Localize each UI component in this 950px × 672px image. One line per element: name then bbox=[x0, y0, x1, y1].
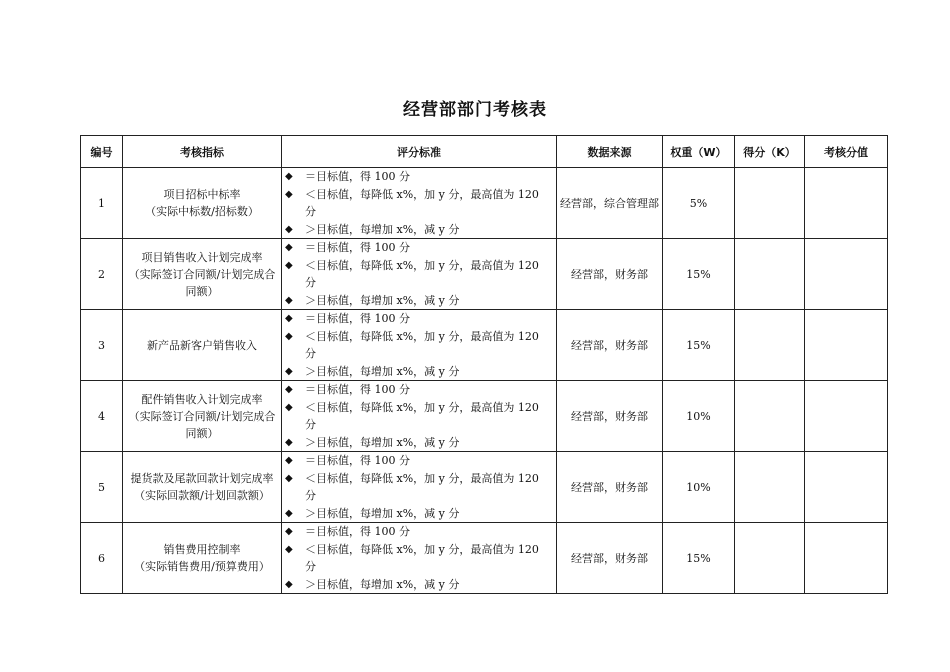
diamond-bullet-icon: ◆ bbox=[285, 188, 293, 200]
score-cell[interactable] bbox=[735, 452, 805, 523]
page-title: 经营部部门考核表 bbox=[403, 100, 547, 120]
table-row bbox=[81, 310, 888, 381]
diamond-bullet-icon: ◆ bbox=[285, 242, 293, 253]
header-cell-weight: 权重（W） bbox=[663, 136, 735, 168]
indicator-cell bbox=[123, 523, 282, 594]
header-cell-criteria: 评分标准 bbox=[282, 136, 557, 168]
criteria-item bbox=[285, 452, 553, 470]
header-cell-indicator: 考核指标 bbox=[123, 136, 282, 168]
score-cell[interactable] bbox=[735, 239, 805, 310]
criteria-item bbox=[285, 434, 553, 452]
criteria-text: ＜目标值，每降低 x%，加 y 分，最高值为 120 分 bbox=[305, 187, 539, 218]
table-row bbox=[81, 523, 888, 594]
weight-cell: 15% bbox=[663, 310, 735, 381]
assessment-table bbox=[80, 135, 888, 594]
weight-cell: 10% bbox=[663, 381, 735, 452]
criteria-text: ＞目标值，每增加 x%，减 y 分 bbox=[305, 435, 460, 449]
header-row bbox=[81, 136, 888, 168]
criteria-text: ＜目标值，每降低 x%，加 y 分，最高值为 120 分 bbox=[305, 400, 539, 431]
diamond-bullet-icon: ◆ bbox=[285, 526, 293, 537]
indicator-line: 新产品新客户销售收入 bbox=[147, 338, 257, 352]
indicator-line: 销售费用控制率 bbox=[163, 543, 241, 556]
diamond-bullet-icon: ◆ bbox=[285, 259, 293, 271]
criteria-text: ＜目标值，每降低 x%，加 y 分，最高值为 120 分 bbox=[305, 542, 539, 573]
row-id-cell: 6 bbox=[81, 523, 123, 594]
row-id-cell: 3 bbox=[81, 310, 123, 381]
criteria-item bbox=[285, 399, 553, 434]
table-row bbox=[81, 239, 888, 310]
source-cell: 经营部，财务部 bbox=[557, 239, 663, 310]
weight-cell: 10% bbox=[663, 452, 735, 523]
criteria-text: ＝目标值，得 100 分 bbox=[305, 383, 410, 396]
row-id-cell: 2 bbox=[81, 239, 123, 310]
source-cell: 经营部，财务部 bbox=[557, 523, 663, 594]
criteria-item bbox=[285, 505, 553, 523]
criteria-item bbox=[285, 168, 553, 186]
criteria-cell bbox=[282, 310, 557, 381]
criteria-list bbox=[285, 239, 553, 309]
diamond-bullet-icon: ◆ bbox=[285, 294, 293, 306]
value-cell[interactable] bbox=[805, 523, 888, 594]
source-cell: 经营部，财务部 bbox=[557, 310, 663, 381]
weight-cell: 5% bbox=[663, 168, 735, 239]
score-cell[interactable] bbox=[735, 310, 805, 381]
row-id-cell: 1 bbox=[81, 168, 123, 239]
criteria-item bbox=[285, 186, 553, 221]
diamond-bullet-icon: ◆ bbox=[285, 313, 293, 324]
criteria-text: ＞目标值，每增加 x%，减 y 分 bbox=[305, 577, 460, 591]
diamond-bullet-icon: ◆ bbox=[285, 436, 293, 448]
diamond-bullet-icon: ◆ bbox=[285, 455, 293, 466]
criteria-text: ＝目标值，得 100 分 bbox=[305, 454, 410, 467]
criteria-item bbox=[285, 310, 553, 328]
criteria-item bbox=[285, 381, 553, 399]
row-id-cell: 5 bbox=[81, 452, 123, 523]
value-cell[interactable] bbox=[805, 310, 888, 381]
criteria-cell bbox=[282, 452, 557, 523]
indicator-cell bbox=[123, 310, 282, 381]
indicator-line: （实际中标数/招标数） bbox=[145, 205, 259, 218]
diamond-bullet-icon: ◆ bbox=[285, 384, 293, 395]
table-row bbox=[81, 452, 888, 523]
criteria-cell bbox=[282, 381, 557, 452]
criteria-text: ＜目标值，每降低 x%，加 y 分，最高值为 120 分 bbox=[305, 258, 539, 289]
criteria-list bbox=[285, 452, 553, 522]
indicator-line: （实际销售费用/预算费用） bbox=[134, 560, 270, 573]
indicator-line: （实际签订合同额/计划完成合同额） bbox=[128, 409, 276, 440]
value-cell[interactable] bbox=[805, 168, 888, 239]
criteria-cell bbox=[282, 168, 557, 239]
weight-cell: 15% bbox=[663, 239, 735, 310]
score-cell[interactable] bbox=[735, 381, 805, 452]
diamond-bullet-icon: ◆ bbox=[285, 543, 293, 555]
diamond-bullet-icon: ◆ bbox=[285, 401, 293, 413]
indicator-line: （实际回款额/计划回款额） bbox=[134, 489, 270, 502]
value-cell[interactable] bbox=[805, 452, 888, 523]
criteria-item bbox=[285, 576, 553, 594]
score-cell[interactable] bbox=[735, 523, 805, 594]
source-cell: 经营部，财务部 bbox=[557, 452, 663, 523]
indicator-cell bbox=[123, 239, 282, 310]
criteria-list bbox=[285, 523, 553, 593]
header-cell-id: 编号 bbox=[81, 136, 123, 168]
indicator-cell bbox=[123, 381, 282, 452]
row-id-cell: 4 bbox=[81, 381, 123, 452]
source-cell: 经营部，综合管理部 bbox=[557, 168, 663, 239]
criteria-item bbox=[285, 257, 553, 292]
criteria-text: ＜目标值，每降低 x%，加 y 分，最高值为 120 分 bbox=[305, 471, 539, 502]
criteria-text: ＞目标值，每增加 x%，减 y 分 bbox=[305, 364, 460, 378]
header-cell-value: 考核分值 bbox=[805, 136, 888, 168]
diamond-bullet-icon: ◆ bbox=[285, 223, 293, 235]
criteria-item bbox=[285, 541, 553, 576]
table-row bbox=[81, 381, 888, 452]
criteria-text: ＝目标值，得 100 分 bbox=[305, 312, 410, 325]
source-cell: 经营部，财务部 bbox=[557, 381, 663, 452]
table-row bbox=[81, 168, 888, 239]
criteria-text: ＝目标值，得 100 分 bbox=[305, 525, 410, 538]
criteria-cell bbox=[282, 523, 557, 594]
indicator-line: 项目招标中标率 bbox=[163, 188, 241, 201]
diamond-bullet-icon: ◆ bbox=[285, 365, 293, 377]
criteria-item bbox=[285, 239, 553, 257]
indicator-cell bbox=[123, 168, 282, 239]
criteria-item bbox=[285, 523, 553, 541]
indicator-line: 配件销售收入计划完成率 bbox=[141, 392, 263, 406]
value-cell[interactable] bbox=[805, 381, 888, 452]
diamond-bullet-icon: ◆ bbox=[285, 507, 293, 519]
criteria-cell bbox=[282, 239, 557, 310]
criteria-item bbox=[285, 328, 553, 363]
diamond-bullet-icon: ◆ bbox=[285, 330, 293, 342]
criteria-text: ＝目标值，得 100 分 bbox=[305, 170, 410, 183]
criteria-list bbox=[285, 381, 553, 451]
header-cell-score: 得分（K） bbox=[735, 136, 805, 168]
criteria-text: ＞目标值，每增加 x%，减 y 分 bbox=[305, 506, 460, 520]
criteria-item bbox=[285, 292, 553, 310]
score-cell[interactable] bbox=[735, 168, 805, 239]
header-cell-source: 数据来源 bbox=[557, 136, 663, 168]
criteria-item bbox=[285, 363, 553, 381]
diamond-bullet-icon: ◆ bbox=[285, 472, 293, 484]
diamond-bullet-icon: ◆ bbox=[285, 578, 293, 590]
criteria-item bbox=[285, 221, 553, 239]
indicator-cell bbox=[123, 452, 282, 523]
criteria-text: ＝目标值，得 100 分 bbox=[305, 241, 410, 254]
criteria-text: ＜目标值，每降低 x%，加 y 分，最高值为 120 分 bbox=[305, 329, 539, 360]
indicator-line: （实际签订合同额/计划完成合同额） bbox=[128, 267, 276, 298]
weight-cell: 15% bbox=[663, 523, 735, 594]
criteria-text: ＞目标值，每增加 x%，减 y 分 bbox=[305, 222, 460, 236]
diamond-bullet-icon: ◆ bbox=[285, 171, 293, 182]
criteria-list bbox=[285, 310, 553, 380]
criteria-list bbox=[285, 168, 553, 238]
value-cell[interactable] bbox=[805, 239, 888, 310]
criteria-item bbox=[285, 470, 553, 505]
indicator-line: 项目销售收入计划完成率 bbox=[141, 250, 263, 264]
indicator-line: 提货款及尾款回款计划完成率 bbox=[130, 472, 274, 485]
criteria-text: ＞目标值，每增加 x%，减 y 分 bbox=[305, 293, 460, 307]
